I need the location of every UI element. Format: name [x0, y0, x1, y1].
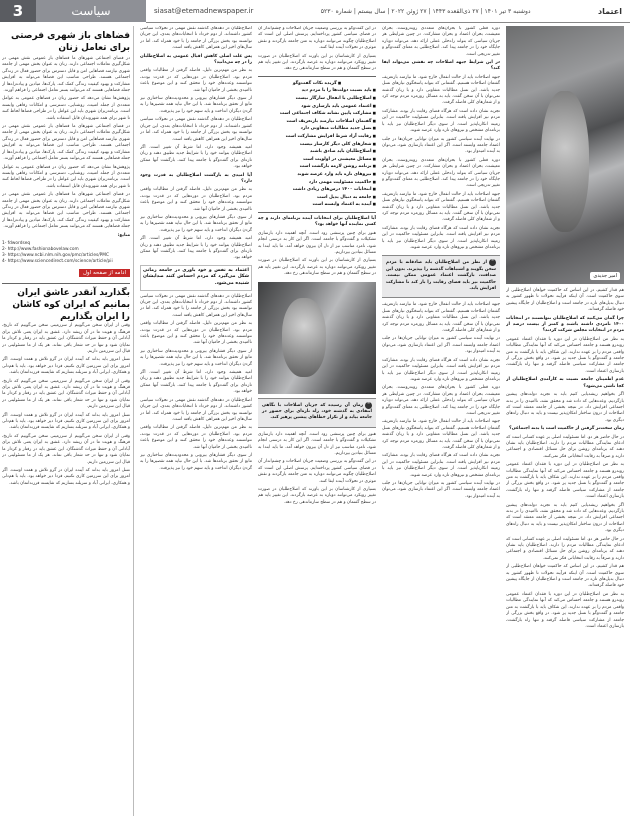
reference-item[interactable]: 4- https://www.sciencedirect.com/science/article/pii — [2, 258, 113, 264]
quote-icon: " — [365, 402, 372, 409]
paragraph: در نهایت آینده سیاسی کشور به میزان توانایی جریان‌ها در جلب اعتماد جامعه وابسته است. اگر این اعتماد بازسازی شود، می‌توان به آینده امیدوار بود. — [382, 481, 500, 499]
paragraph: نسل امروز باید بداند که آینده ایران در گرو تلاش و همت اوست. اگر امروز برای این سرزمین کاری نکنیم، فردا دیر خواهد بود. باید با هم‌دلی و همکاری، ایرانی آباد و سربلند بسازیم که شایسته فرزندانمان باشد. — [2, 412, 130, 431]
site-email[interactable]: siasat@etemadnewspaper.ir — [154, 7, 254, 15]
key-points-title: ■ گزیده نکات گفت‌وگو — [258, 80, 376, 88]
paragraph: به نظر من مهم‌ترین دلیل، فاصله گرفتن از مطالبات واقعی مردم بود. اصلاح‌طلبان در دوره‌هایی که در قدرت بودند، نتوانستند وعده‌های خود را محقق کنند و این موضوع باعث ناامیدی بخشی از حامیان آنها شد. — [140, 425, 252, 450]
quote-text: از نظر من اصلاح‌طلبان باید صادقانه با مردم سخن بگویند و اشتباهات گذشته را بپذیرند. بدون این صداقت، بازگشت اعتماد عمومی ممکن نیست. حاکمیت نیز باید فضای رقابت را باز کند تا مشارکت افزایش یابد. — [386, 260, 496, 292]
column-3 — [258, 26, 376, 816]
paragraph: پژوهش‌ها نشان می‌دهد که حضور زنان در فضاهای عمومی به عوامل متعددی از جمله امنیت، روشنایی، دسترسی و امکانات رفاهی وابسته است. برنامه‌ریزان شهری باید این عوامل را در طراحی فضاها لحاظ کنند تا شهر برای همه شهروندان قابل استفاده باشد. — [2, 164, 130, 189]
paragraph: اصلاح‌طلبان در دهه‌های گذشته نقش مهمی در تحولات سیاسی کشور داشته‌اند. از دوم خرداد تا انتخابات‌های بعدی، این جریان توانسته بود بخش بزرگی از جامعه را با خود همراه کند. اما در سال‌های اخیر این همراهی کاهش یافته است. — [140, 26, 252, 51]
interview-question: عدم اطمینان جامعه نسبت به کارآمدی اصلاح‌طلبان از کجا ناشی می‌شود؟ — [506, 377, 624, 389]
pull-quote — [382, 255, 500, 298]
paragraph: دوره فعلی کشور با بحران‌های متعددی روبه‌روست. بحران معیشت، بحران اعتماد و بحران مشارکت. در چنین شرایطی هر جریان سیاسی که بتواند راه‌حلی عملی ارائه دهد، می‌تواند دوباره جایگاه خود را در جامعه پیدا کند. اصلاح‌طلبی به معنای گفت‌وگو و تغییر تدریجی است. — [382, 157, 500, 189]
paragraph: دوره فعلی کشور با بحران‌های متعددی روبه‌روست. بحران معیشت، بحران اعتماد و بحران مشارکت. در چنین شرایطی هر جریان سیاسی که بتواند راه‌حلی عملی ارائه دهد، می‌تواند دوباره جایگاه خود را در جامعه پیدا کند. اصلاح‌طلبی به معنای گفت‌وگو و تغییر تدریجی است. — [382, 385, 500, 416]
paragraph: در این گفت‌وگو به بررسی وضعیت جریان اصلاحات و چشم‌انداز آن در فضای سیاسی کشور پرداخته‌ایم. پرسش اصلی این است که اصلاح‌طلبان چگونه می‌توانند دوباره به متن جامعه بازگردند و نقش موثری در تحولات آینده ایفا کنند. — [258, 26, 376, 51]
paragraph: بسیاری از کارشناسان بر این باورند که اصلاح‌طلبان در صورت تغییر رویکرد می‌توانند دوباره به عرصه بازگردند. این تغییر باید هم در سطح گفتمان و هم در سطح سازماندهی رخ دهد. — [258, 53, 376, 72]
column-5-side-article — [2, 26, 134, 816]
quote-text: زمان آن رسیده که جریان اصلاحات با نگاهی انتقادی به گذشته خود، راه تازه‌ای برای حضور در جامعه بیابد و از تکرار خطاهای پیشین پرهیز کند. — [262, 402, 372, 421]
interview-question: چرا گمان می‌کنید که اصلاح‌طلبان نتوانستند در انتخابات ۱۴۰۰ نامزدی داشته باشند و کمتر از بیست درصد از مردم در انتخابات مجلس شرکت کردند؟ — [506, 315, 624, 334]
newspaper-logo: اعتماد — [598, 6, 622, 16]
paragraph: به نظر من مهم‌ترین دلیل، فاصله گرفتن از مطالبات واقعی مردم بود. اصلاح‌طلبان در دوره‌هایی که در قدرت بودند، نتوانستند وعده‌های خود را محقق کنند و این موضوع باعث ناامیدی بخشی از حامیان آنها شد. — [140, 68, 252, 93]
paragraph: امید همیشه وجود دارد، اما شرط آن تغییر است. اگر اصلاح‌طلبان بتوانند خود را با شرایط جدید تطبیق دهند و زبان تازه‌ای برای گفت‌وگو با جامعه پیدا کنند، بازگشت آنها ممکن خواهد بود. — [140, 370, 252, 395]
interview-photo — [506, 26, 624, 284]
paragraph: جبهه اصلاحات باید از حالت انفعال خارج شود. ما نیازمند بازتعریف گفتمان اصلاحات هستیم. گفتمانی که بتواند پاسخگوی نیازهای نسل جدید باشد. این نسل مطالبات متفاوتی دارد و با زبان گذشته نمی‌توان با آن سخن گفت. باید به مسائل روزمره مردم توجه کرد و از شعارهای کلی فاصله گرفت. — [382, 302, 500, 334]
header-meta — [146, 0, 630, 23]
paragraph: نسل امروز باید بداند که آینده ایران در گرو تلاش و همت اوست. اگر امروز برای این سرزمین کاری نکنیم، فردا دیر خواهد بود. باید با هم‌دلی و همکاری، ایرانی آباد و سربلند بسازیم که شایسته فرزندانمان باشد. — [2, 467, 130, 486]
paragraph: در نهایت آینده سیاسی کشور به میزان توانایی جریان‌ها در جلب اعتماد جامعه وابسته است. اگر این اعتماد بازسازی شود، می‌توان به آینده امیدوار بود. — [382, 136, 500, 155]
paragraph: از سوی دیگر فشارهای بیرونی و محدودیت‌های ساختاری نیز مانع از تحقق برنامه‌ها شد. با این حال نباید همه تقصیرها را به گردن دیگران انداخت و باید سهم خود را نیز پذیرفت. — [140, 96, 252, 114]
list-item: ■ برنامه روشن لازمه بازگشت است — [258, 163, 376, 171]
list-item: ■ نسل جدید مطالبات متفاوتی دارد — [258, 125, 376, 133]
paragraph: از سوی دیگر فشارهای بیرونی و محدودیت‌های ساختاری نیز مانع از تحقق برنامه‌ها شد. با این حال نباید همه تقصیرها را به گردن دیگران انداخت و باید سهم خود را نیز پذیرفت. — [140, 348, 252, 367]
paragraph: جبهه اصلاحات باید از حالت انفعال خارج شود. ما نیازمند بازتعریف گفتمان اصلاحات هستیم. گفتمانی که بتواند پاسخگوی نیازهای نسل جدید باشد. این نسل مطالبات متفاوتی دارد و با زبان گذشته نمی‌توان با آن سخن گفت. باید به مسائل روزمره مردم توجه کرد و از شعارهای کلی فاصله گرفت. — [382, 419, 500, 450]
paragraph: به نظر من مهم‌ترین دلیل، فاصله گرفتن از مطالبات واقعی مردم بود. اصلاح‌طلبان در دوره‌هایی که در قدرت بودند، نتوانستند وعده‌های خود را محقق کنند و این موضوع باعث ناامیدی بخشی از حامیان آنها شد. — [140, 321, 252, 346]
paragraph: بسیاری از کارشناسان بر این باورند که اصلاح‌طلبان در صورت تغییر رویکرد می‌توانند دوباره به عرصه بازگردند. این تغییر باید هم در سطح گفتمان و هم در سطح سازماندهی رخ دهد. — [258, 258, 376, 277]
paragraph: جبهه اصلاحات باید از حالت انفعال خارج شود. ما نیازمند بازتعریف گفتمان اصلاحات هستیم. گفتمانی که بتواند پاسخگوی نیازهای نسل جدید باشد. این نسل مطالبات متفاوتی دارد و با زبان گذشته نمی‌توان با آن سخن گفت. باید به مسائل روزمره مردم توجه کرد و از شعارهای کلی فاصله گرفت. — [382, 74, 500, 106]
list-item: ■ جامعه به دنبال بدیل است — [258, 194, 376, 202]
key-points-list — [258, 76, 376, 213]
interview-question: آیا اصلاح‌طلبان برای انتخابات آینده برنامه‌ای دارند و چه کسی نماینده آنها خواهد بود؟ — [258, 215, 376, 228]
paragraph: در حال حاضر هر دو. اما مسئولیت اصلی بر عهده کسانی است که ادعای نمایندگی مطالبات مردم را دارند. اصلاح‌طلبان باید نشان دهند که برنامه‌ای روشن برای حل مسائل اقتصادی و اجتماعی دارند و صرفاً به رقابت انتخاباتی فکر نمی‌کنند. — [506, 536, 624, 561]
reference-item[interactable]: 2- http://www.fashionabovelaw.com — [2, 246, 79, 252]
list-item: ■ نیروهای تازه باید وارد عرصه شوند — [258, 171, 376, 179]
column-4 — [140, 26, 252, 816]
paragraph: نسل امروز باید بداند که آینده ایران در گرو تلاش و همت اوست. اگر امروز برای این سرزمین کاری نکنیم، فردا دیر خواهد بود. باید با هم‌دلی و همکاری، ایرانی آباد و سربلند بسازیم که شایسته فرزندانمان باشد. — [2, 357, 130, 376]
list-item: ■ باید نسبت دولت‌ها را با مردم دید — [258, 87, 376, 95]
paragraph: در نهایت آینده سیاسی کشور به میزان توانایی جریان‌ها در جلب اعتماد جامعه وابسته است. اگر این اعتماد بازسازی شود، می‌توان به آینده امیدوار بود. — [382, 336, 500, 355]
page-header — [0, 0, 630, 22]
reference-item[interactable]: 3- https://www.ncbi.nlm.nih.gov/pmc/articles/PMC — [2, 252, 109, 258]
continued-label: ادامه از صفحه اول — [79, 269, 130, 277]
paragraph: وقتی از ایران سخن می‌گوییم از سرزمینی سخن می‌گوییم که تاریخ، فرهنگ و هویت ما در آن ریشه دارد. عشق به ایران یعنی تلاش برای آبادانی آن و حفظ میراث گذشتگان. این عشق باید در رفتار و کردار ما نمایان شود و تنها در حد شعار باقی نماند. هر یک از ما مسئولیتی در قبال این سرزمین داریم. — [2, 323, 130, 354]
paragraph: دوره فعلی کشور با بحران‌های متعددی روبه‌روست. بحران معیشت، بحران اعتماد و بحران مشارکت. در چنین شرایطی هر جریان سیاسی که بتواند راه‌حلی عملی ارائه دهد، می‌تواند دوباره جایگاه خود را در جامعه پیدا کند. اصلاح‌طلبی به معنای گفت‌وگو و تغییر تدریجی است. — [382, 26, 500, 57]
quote-icon: " — [489, 259, 496, 266]
list-item: ■ انتخابات ۱۴۰۰ درس‌های زیادی داشت — [258, 186, 376, 194]
paragraph: در فضای اجتماعی شهرهای ما فضاهای باز عمومی نقش مهمی در شکل‌گیری تعاملات اجتماعی دارند. زنان به عنوان بخش مهمی از جامعه شهری نیازمند فضاهایی امن و قابل دسترس برای حضور فعال در زندگی اجتماعی هستند. طراحی مناسب این فضاها می‌تواند به افزایش مشارکت و بهبود کیفیت زندگی کمک کند. پارک‌ها، میادین و پیاده‌راه‌ها از جمله فضاهایی هستند که می‌توانند بستر تعامل اجتماعی را فراهم آورند. — [2, 192, 130, 230]
list-item: ■ آینده به اعتماد وابسته است — [258, 201, 376, 209]
paragraph: اگر بخواهیم ریشه‌یابی کنیم باید به تجربه دولت‌های پیشین بازگردیم. وعده‌هایی که داده شد و محقق نشد، ناامیدی را در بدنه اجتماعی افزایش داد. در نتیجه بخشی از جامعه معتقد است که اصلاحات از درون ساختار امکان‌پذیر نیست و باید به دنبال راه‌های دیگری بود. — [506, 502, 624, 534]
portrait-image — [282, 298, 327, 376]
list-item: ■ شعارهای کلی دیگر کارساز نیست — [258, 141, 376, 149]
paragraph: در فضای اجتماعی شهرهای ما فضاهای باز عمومی نقش مهمی در شکل‌گیری تعاملات اجتماعی دارند. زنان به عنوان بخش مهمی از جامعه شهری نیازمند فضاهایی امن و قابل دسترس برای حضور فعال در زندگی اجتماعی هستند. طراحی مناسب این فضاها می‌تواند به افزایش مشارکت و بهبود کیفیت زندگی کمک کند. پارک‌ها، میادین و پیاده‌راه‌ها از جمله فضاهایی هستند که می‌توانند بستر تعامل اجتماعی را فراهم آورند. — [2, 56, 130, 94]
pull-quote — [258, 398, 376, 428]
interview-question: پس علت اصلی کاهش اقبال عمومی به اصلاح‌طلبان را در چه می‌دانید؟ — [140, 53, 252, 66]
paragraph: به نظر من اصلاح‌طلبان در این دوره با فقدان اعتماد عمومی روبه‌رو هستند و جامعه احساس می‌کند که آنها نمایندگی مطالبات واقعی مردم را بر عهده ندارند. این شکاف باید با بازگشت به متن جامعه و گفت‌وگو با نسل جدید پر شود. در واقع بخش بزرگی از جامعه از مشارکت سیاسی فاصله گرفته و تنها راه بازگشت، بازسازی اعتماد است. — [506, 591, 624, 629]
article-title-2[interactable]: بگذارید آنقدر عاشق ایران بمانیم که ایران کوه کاشان را ایران بگذاریم — [2, 283, 130, 323]
interview-question: در این شرایط جبهه اصلاحات چه نقشی می‌تواند ایفا کند؟ — [382, 60, 500, 72]
paragraph: اگر بخواهیم ریشه‌یابی کنیم باید به تجربه دولت‌های پیشین بازگردیم. وعده‌هایی که داده شد و محقق نشد، ناامیدی را در بدنه اجتماعی افزایش داد. در نتیجه بخشی از جامعه معتقد است که اصلاحات از درون ساختار امکان‌پذیر نیست و باید به دنبال راه‌های دیگری بود. — [506, 392, 624, 423]
paragraph: جبهه اصلاحات باید از حالت انفعال خارج شود. ما نیازمند بازتعریف گفتمان اصلاحات هستیم. گفتمانی که بتواند پاسخگوی نیازهای نسل جدید باشد. این نسل مطالبات متفاوتی دارد و با زبان گذشته نمی‌توان با آن سخن گفت. باید به مسائل روزمره مردم توجه کرد و از شعارهای کلی فاصله گرفت. — [382, 191, 500, 223]
paragraph: پژوهش‌ها نشان می‌دهد که حضور زنان در فضاهای عمومی به عوامل متعددی از جمله امنیت، روشنایی، دسترسی و امکانات رفاهی وابسته است. برنامه‌ریزان شهری باید این عوامل را در طراحی فضاها لحاظ کنند تا شهر برای همه شهروندان قابل استفاده باشد. — [2, 96, 130, 121]
list-item: ■ مشارکت پایین نشانه شکاف اجتماعی است — [258, 110, 376, 118]
list-item: ■ رقابت آزاد شرط افزایش مشارکت است — [258, 133, 376, 141]
paragraph: از سوی دیگر فشارهای بیرونی و محدودیت‌های ساختاری نیز مانع از تحقق برنامه‌ها شد. با این حال نباید همه تقصیرها را به گردن دیگران انداخت و باید سهم خود را نیز پذیرفت. — [140, 452, 252, 471]
paragraph: اصلاح‌طلبان در دهه‌های گذشته نقش مهمی در تحولات سیاسی کشور داشته‌اند. از دوم خرداد تا انتخابات‌های بعدی، این جریان توانسته بود بخش بزرگی از جامعه را با خود همراه کند. اما در سال‌های اخیر این همراهی کاهش یافته است. — [140, 293, 252, 318]
list-item: ■ اصلاح‌طلبان باید صادق باشند — [258, 148, 376, 156]
paragraph: در حال حاضر هر دو. اما مسئولیت اصلی بر عهده کسانی است که ادعای نمایندگی مطالبات مردم را دارند. اصلاح‌طلبان باید نشان دهند که برنامه‌ای روشن برای حل مسائل اقتصادی و اجتماعی دارند و صرفاً به رقابت انتخاباتی فکر نمی‌کنند. — [506, 434, 624, 459]
paragraph: تجربه نشان داده است که هرگاه فضای رقابت باز بوده، مشارکت مردم نیز افزایش یافته است. بنابراین مسئولیت حاکمیت در این زمینه انکارناپذیر است. از سوی دیگر اصلاح‌طلبان نیز باید با برنامه‌ای مشخص و نیروهای تازه وارد عرصه شوند. — [382, 225, 500, 250]
reference-item[interactable]: 1- fdwordseq — [2, 240, 31, 246]
paragraph: در این گفت‌وگو به بررسی وضعیت جریان اصلاحات و چشم‌انداز آن در فضای سیاسی کشور پرداخته‌ایم. پرسش اصلی این است که اصلاح‌طلبان چگونه می‌توانند دوباره به متن جامعه بازگردند و نقش موثری در تحولات آینده ایفا کنند. — [258, 459, 376, 484]
references-list — [2, 241, 130, 265]
interview-question: زمان سخت‌تر گرفتن از حاکمیت است یا بدنه اجتماعی؟ — [509, 426, 624, 432]
paragraph: وقتی از ایران سخن می‌گوییم از سرزمینی سخن می‌گوییم که تاریخ، فرهنگ و هویت ما در آن ریشه دارد. عشق به ایران یعنی تلاش برای آبادانی آن و حفظ میراث گذشتگان. این عشق باید در رفتار و کردار ما نمایان شود و تنها در حد شعار باقی نماند. هر یک از ما مسئولیتی در قبال این سرزمین داریم. — [2, 433, 130, 465]
paragraph: هنوز برای چنین پرسشی زود است. آنچه اهمیت دارد بازسازی تشکیلات و گفت‌وگو با جامعه است. اگر این کار به درستی انجام شود، نامزد مناسب نیز از دل آن بیرون خواهد آمد. ما باید ابتدا به مسائل بنیادین بپردازیم. — [258, 431, 376, 457]
paragraph: هم قدار کشیم، در این اساس که حاکمیت خواهان اصلاح‌طلبی از سوی حاکمیت است. آن اینکه فرآیند تحولات تا ظهور کشور به دنبال بدیل‌های تازه در جامعه است و اصلاح‌طلبان از جایگاه پیشین خود فاصله گرفته‌اند. — [506, 288, 624, 313]
paragraph: اصلاح‌طلبان در دهه‌های گذشته نقش مهمی در تحولات سیاسی کشور داشته‌اند. از دوم خرداد تا انتخابات‌های بعدی، این جریان توانسته بود بخش بزرگی از جامعه را با خود همراه کند. اما در سال‌های اخیر این همراهی کاهش یافته است. — [140, 397, 252, 422]
paragraph: تجربه نشان داده است که هرگاه فضای رقابت باز بوده، مشارکت مردم نیز افزایش یافته است. بنابراین مسئولیت حاکمیت در این زمینه انکارناپذیر است. از سوی دیگر اصلاح‌طلبان نیز باید با برنامه‌ای مشخص و نیروهای تازه وارد عرصه شوند. — [382, 453, 500, 478]
list-item: ■ اعتماد عمومی باید بازسازی شود — [258, 103, 376, 111]
paragraph: امید همیشه وجود دارد، اما شرط آن تغییر است. اگر اصلاح‌طلبان بتوانند خود را با شرایط جدید تطبیق دهند و زبان تازه‌ای برای گفت‌وگو با جامعه پیدا کنند، بازگشت آنها ممکن خواهد بود. — [140, 236, 252, 261]
paragraph: وقتی از ایران سخن می‌گوییم از سرزمینی سخن می‌گوییم که تاریخ، فرهنگ و هویت ما در آن ریشه دارد. عشق به ایران یعنی تلاش برای آبادانی آن و حفظ میراث گذشتگان. این عشق باید در رفتار و کردار ما نمایان شود و تنها در حد شعار باقی نماند. هر یک از ما مسئولیتی در قبال این سرزمین داریم. — [2, 378, 130, 410]
highlight-text: اعتماد به نفس و خود باوری در جامعه زمانی شکل می‌گیرد که مردم احساس کنند صدایشان شنیده می‌شود. — [143, 267, 249, 286]
list-item: ■ گفتمان اصلاحات نیازمند بازتعریف است — [258, 118, 376, 126]
paragraph: تجربه نشان داده است که هرگاه فضای رقابت باز بوده، مشارکت مردم نیز افزایش یافته است. بنابراین مسئولیت حاکمیت در این زمینه انکارناپذیر است. از سوی دیگر اصلاح‌طلبان نیز باید با برنامه‌ای مشخص و نیروهای تازه وارد عرصه شوند. — [382, 357, 500, 382]
paragraph: در فضای اجتماعی شهرهای ما فضاهای باز عمومی نقش مهمی در شکل‌گیری تعاملات اجتماعی دارند. زنان به عنوان بخش مهمی از جامعه شهری نیازمند فضاهایی امن و قابل دسترس برای حضور فعال در زندگی اجتماعی هستند. طراحی مناسب این فضاها می‌تواند به افزایش مشارکت و بهبود کیفیت زندگی کمک کند. پارک‌ها، میادین و پیاده‌راه‌ها از جمله فضاهایی هستند که می‌توانند بستر تعامل اجتماعی را فراهم آورند. — [2, 124, 130, 162]
list-item: ■ حاکمیت مسئولیت مهمی دارد — [258, 179, 376, 187]
second-portrait-photo — [258, 282, 376, 394]
photo-caption: امیر جدیدی — [590, 272, 620, 280]
column-2 — [382, 26, 500, 816]
section-title: سیاست — [36, 0, 146, 22]
paragraph: هم قدار کشیم، در این اساس که حاکمیت خواهان اصلاح‌طلبی از سوی حاکمیت است. آن اینکه فرآیند تحولات تا ظهور کشور به دنبال بدیل‌های تازه در جامعه است و اصلاح‌طلبان از جایگاه پیشین خود فاصله گرفته‌اند. — [506, 564, 624, 589]
paragraph: اصلاح‌طلبان در دهه‌های گذشته نقش مهمی در تحولات سیاسی کشور داشته‌اند. از دوم خرداد تا انتخابات‌های بعدی، این جریان توانسته بود بخش بزرگی از جامعه را با خود همراه کند. اما در سال‌های اخیر این همراهی کاهش یافته است. — [140, 117, 252, 142]
page-number: 3 — [0, 0, 36, 22]
interview-question: آیا امیدی به بازگشت اصلاح‌طلبان به قدرت وجود دارد؟ — [140, 172, 252, 184]
list-item: ■ اصلاح‌طلبی با انفعال سازگار نیست — [258, 95, 376, 103]
article-title[interactable]: فضاهای باز شهری فرصتی برای تعامل زنان — [11, 31, 130, 53]
portrait-image — [541, 91, 588, 233]
column-1 — [506, 26, 624, 816]
highlight-box — [140, 265, 252, 291]
paragraph: به نظر من مهم‌ترین دلیل، فاصله گرفتن از مطالبات واقعی مردم بود. اصلاح‌طلبان در دوره‌هایی که در قدرت بودند، نتوانستند وعده‌های خود را محقق کنند و این موضوع باعث ناامیدی بخشی از حامیان آنها شد. — [140, 187, 252, 212]
paragraph: از سوی دیگر فشارهای بیرونی و محدودیت‌های ساختاری نیز مانع از تحقق برنامه‌ها شد. با این حال نباید همه تقصیرها را به گردن دیگران انداخت و باید سهم خود را نیز پذیرفت. — [140, 214, 252, 233]
paragraph: بسیاری از کارشناسان بر این باورند که اصلاح‌طلبان در صورت تغییر رویکرد می‌توانند دوباره به عرصه بازگردند. این تغییر باید هم در سطح گفتمان و هم در سطح سازماندهی رخ دهد. — [258, 487, 376, 505]
paragraph: امید همیشه وجود دارد، اما شرط آن تغییر است. اگر اصلاح‌طلبان بتوانند خود را با شرایط جدید تطبیق دهند و زبان تازه‌ای برای گفت‌وگو با جامعه پیدا کنند، بازگشت آنها ممکن خواهد بود. — [140, 144, 252, 170]
paragraph: به نظر من اصلاح‌طلبان در این دوره با فقدان اعتماد عمومی روبه‌رو هستند و جامعه احساس می‌کند که آنها نمایندگی مطالبات واقعی مردم را بر عهده ندارند. این شکاف باید با بازگشت به متن جامعه و گفت‌وگو با نسل جدید پر شود. در واقع بخش بزرگی از جامعه از مشارکت سیاسی فاصله گرفته و تنها راه بازگشت، بازسازی اعتماد است. — [506, 462, 624, 500]
paragraph: تجربه نشان داده است که هرگاه فضای رقابت باز بوده، مشارکت مردم نیز افزایش یافته است. بنابراین مسئولیت حاکمیت در این زمینه انکارناپذیر است. از سوی دیگر اصلاح‌طلبان نیز باید با برنامه‌ای مشخص و نیروهای تازه وارد عرصه شوند. — [382, 108, 500, 134]
date-line: دوشنبه ۳ تیر ۱۴۰۱ | ۲۷ ذی‌القعده ۱۴۴۳ | ۲۷ ژوئن ۲۰۲۲ | سال بیستم | شماره ۵۲۳۰ — [320, 7, 531, 15]
list-item: ■ مسائل معیشتی در اولویت است — [258, 156, 376, 164]
paragraph: هنوز برای چنین پرسشی زود است. آنچه اهمیت دارد بازسازی تشکیلات و گفت‌وگو با جامعه است. اگر این کار به درستی انجام شود، نامزد مناسب نیز از دل آن بیرون خواهد آمد. ما باید ابتدا به مسائل بنیادین بپردازیم. — [258, 230, 376, 255]
refs-label: منابع: — [117, 232, 130, 238]
paragraph: به نظر من اصلاح‌طلبان در این دوره با فقدان اعتماد عمومی روبه‌رو هستند و جامعه احساس می‌کند که آنها نمایندگی مطالبات واقعی مردم را بر عهده ندارند. این شکاف باید با بازگشت به متن جامعه و گفت‌وگو با نسل جدید پر شود. در واقع بخش بزرگی از جامعه از مشارکت سیاسی فاصله گرفته و تنها راه بازگشت، بازسازی اعتماد است. — [506, 336, 624, 374]
